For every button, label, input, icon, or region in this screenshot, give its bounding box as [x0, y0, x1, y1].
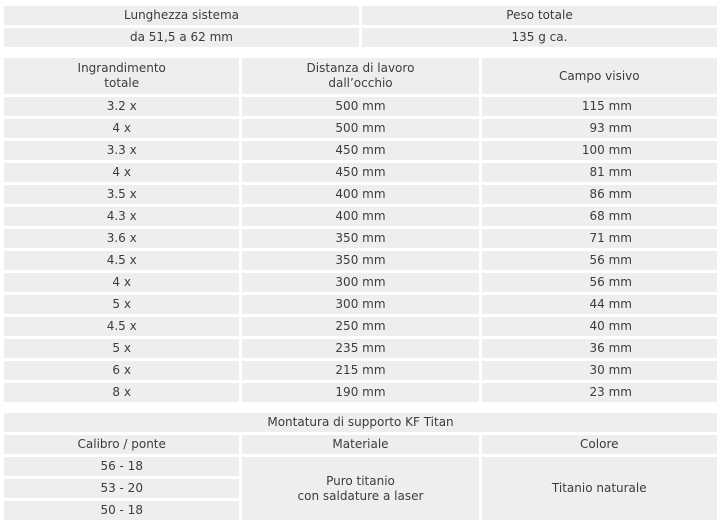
size-cell: 50 - 18 [4, 501, 239, 520]
magnification-cell: 6 x [4, 361, 239, 380]
header-magnification: Ingrandimento totale [4, 58, 239, 94]
magnification-cell: 4 x [4, 163, 239, 182]
working-distance-cell: 215 mm [242, 361, 478, 380]
frame-title: Montatura di supporto KF Titan [4, 413, 717, 432]
working-distance-cell: 250 mm [242, 317, 478, 336]
header-total-weight: Peso totale [362, 6, 717, 25]
magnification-cell: 5 x [4, 295, 239, 314]
working-distance-cell: 500 mm [242, 97, 478, 116]
spec-row [4, 185, 717, 204]
spec-row [4, 141, 717, 160]
working-distance-cell: 400 mm [242, 207, 478, 226]
working-distance-cell: 190 mm [242, 383, 478, 402]
header-field-of-view: Campo visivo [482, 58, 717, 94]
spec-row [4, 383, 717, 402]
spec-row [4, 163, 717, 182]
working-distance-cell: 500 mm [242, 119, 478, 138]
magnification-cell: 4 x [4, 273, 239, 292]
spec-row [4, 295, 717, 314]
color-cell: Titanio naturale [482, 457, 717, 520]
spec-row [4, 317, 717, 336]
magnification-cell: 8 x [4, 383, 239, 402]
magnification-cell: 4.5 x [4, 251, 239, 270]
header-color: Colore [482, 435, 717, 454]
spec-row [4, 251, 717, 270]
material-cell: Puro titanio con saldature a laser [242, 457, 478, 520]
magnification-cell: 3.6 x [4, 229, 239, 248]
field-of-view-cell: 93 mm [482, 119, 717, 138]
value-system-length: da 51,5 a 62 mm [4, 28, 359, 47]
working-distance-cell: 235 mm [242, 339, 478, 358]
header-caliber-bridge: Calibro / ponte [4, 435, 239, 454]
spec-row [4, 229, 717, 248]
field-of-view-cell: 81 mm [482, 163, 717, 182]
magnification-cell: 3.3 x [4, 141, 239, 160]
field-of-view-cell: 68 mm [482, 207, 717, 226]
working-distance-cell: 350 mm [242, 229, 478, 248]
working-distance-cell: 350 mm [242, 251, 478, 270]
size-cell: 56 - 18 [4, 457, 239, 476]
spec-row [4, 119, 717, 138]
magnification-cell: 5 x [4, 339, 239, 358]
field-of-view-cell: 56 mm [482, 251, 717, 270]
header-working-distance: Distanza di lavoro dall’occhio [242, 58, 478, 94]
specs-table [1, 55, 720, 405]
working-distance-cell: 450 mm [242, 141, 478, 160]
spec-row [4, 361, 717, 380]
system-table [1, 3, 720, 50]
value-total-weight: 135 g ca. [362, 28, 717, 47]
size-cell: 53 - 20 [4, 479, 239, 498]
field-of-view-cell: 40 mm [482, 317, 717, 336]
spec-row [4, 339, 717, 358]
magnification-cell: 4.3 x [4, 207, 239, 226]
field-of-view-cell: 115 mm [482, 97, 717, 116]
field-of-view-cell: 71 mm [482, 229, 717, 248]
field-of-view-cell: 44 mm [482, 295, 717, 314]
working-distance-cell: 400 mm [242, 185, 478, 204]
magnification-cell: 3.2 x [4, 97, 239, 116]
field-of-view-cell: 36 mm [482, 339, 717, 358]
spec-row [4, 97, 717, 116]
magnification-cell: 3.5 x [4, 185, 239, 204]
working-distance-cell: 450 mm [242, 163, 478, 182]
field-of-view-cell: 56 mm [482, 273, 717, 292]
header-material: Materiale [242, 435, 478, 454]
field-of-view-cell: 100 mm [482, 141, 717, 160]
header-system-length: Lunghezza sistema [4, 6, 359, 25]
field-of-view-cell: 23 mm [482, 383, 717, 402]
spec-row [4, 207, 717, 226]
working-distance-cell: 300 mm [242, 273, 478, 292]
magnification-cell: 4 x [4, 119, 239, 138]
spec-sheet [4, 3, 723, 523]
frame-table [1, 410, 720, 523]
field-of-view-cell: 86 mm [482, 185, 717, 204]
spec-row [4, 273, 717, 292]
working-distance-cell: 300 mm [242, 295, 478, 314]
field-of-view-cell: 30 mm [482, 361, 717, 380]
magnification-cell: 4.5 x [4, 317, 239, 336]
